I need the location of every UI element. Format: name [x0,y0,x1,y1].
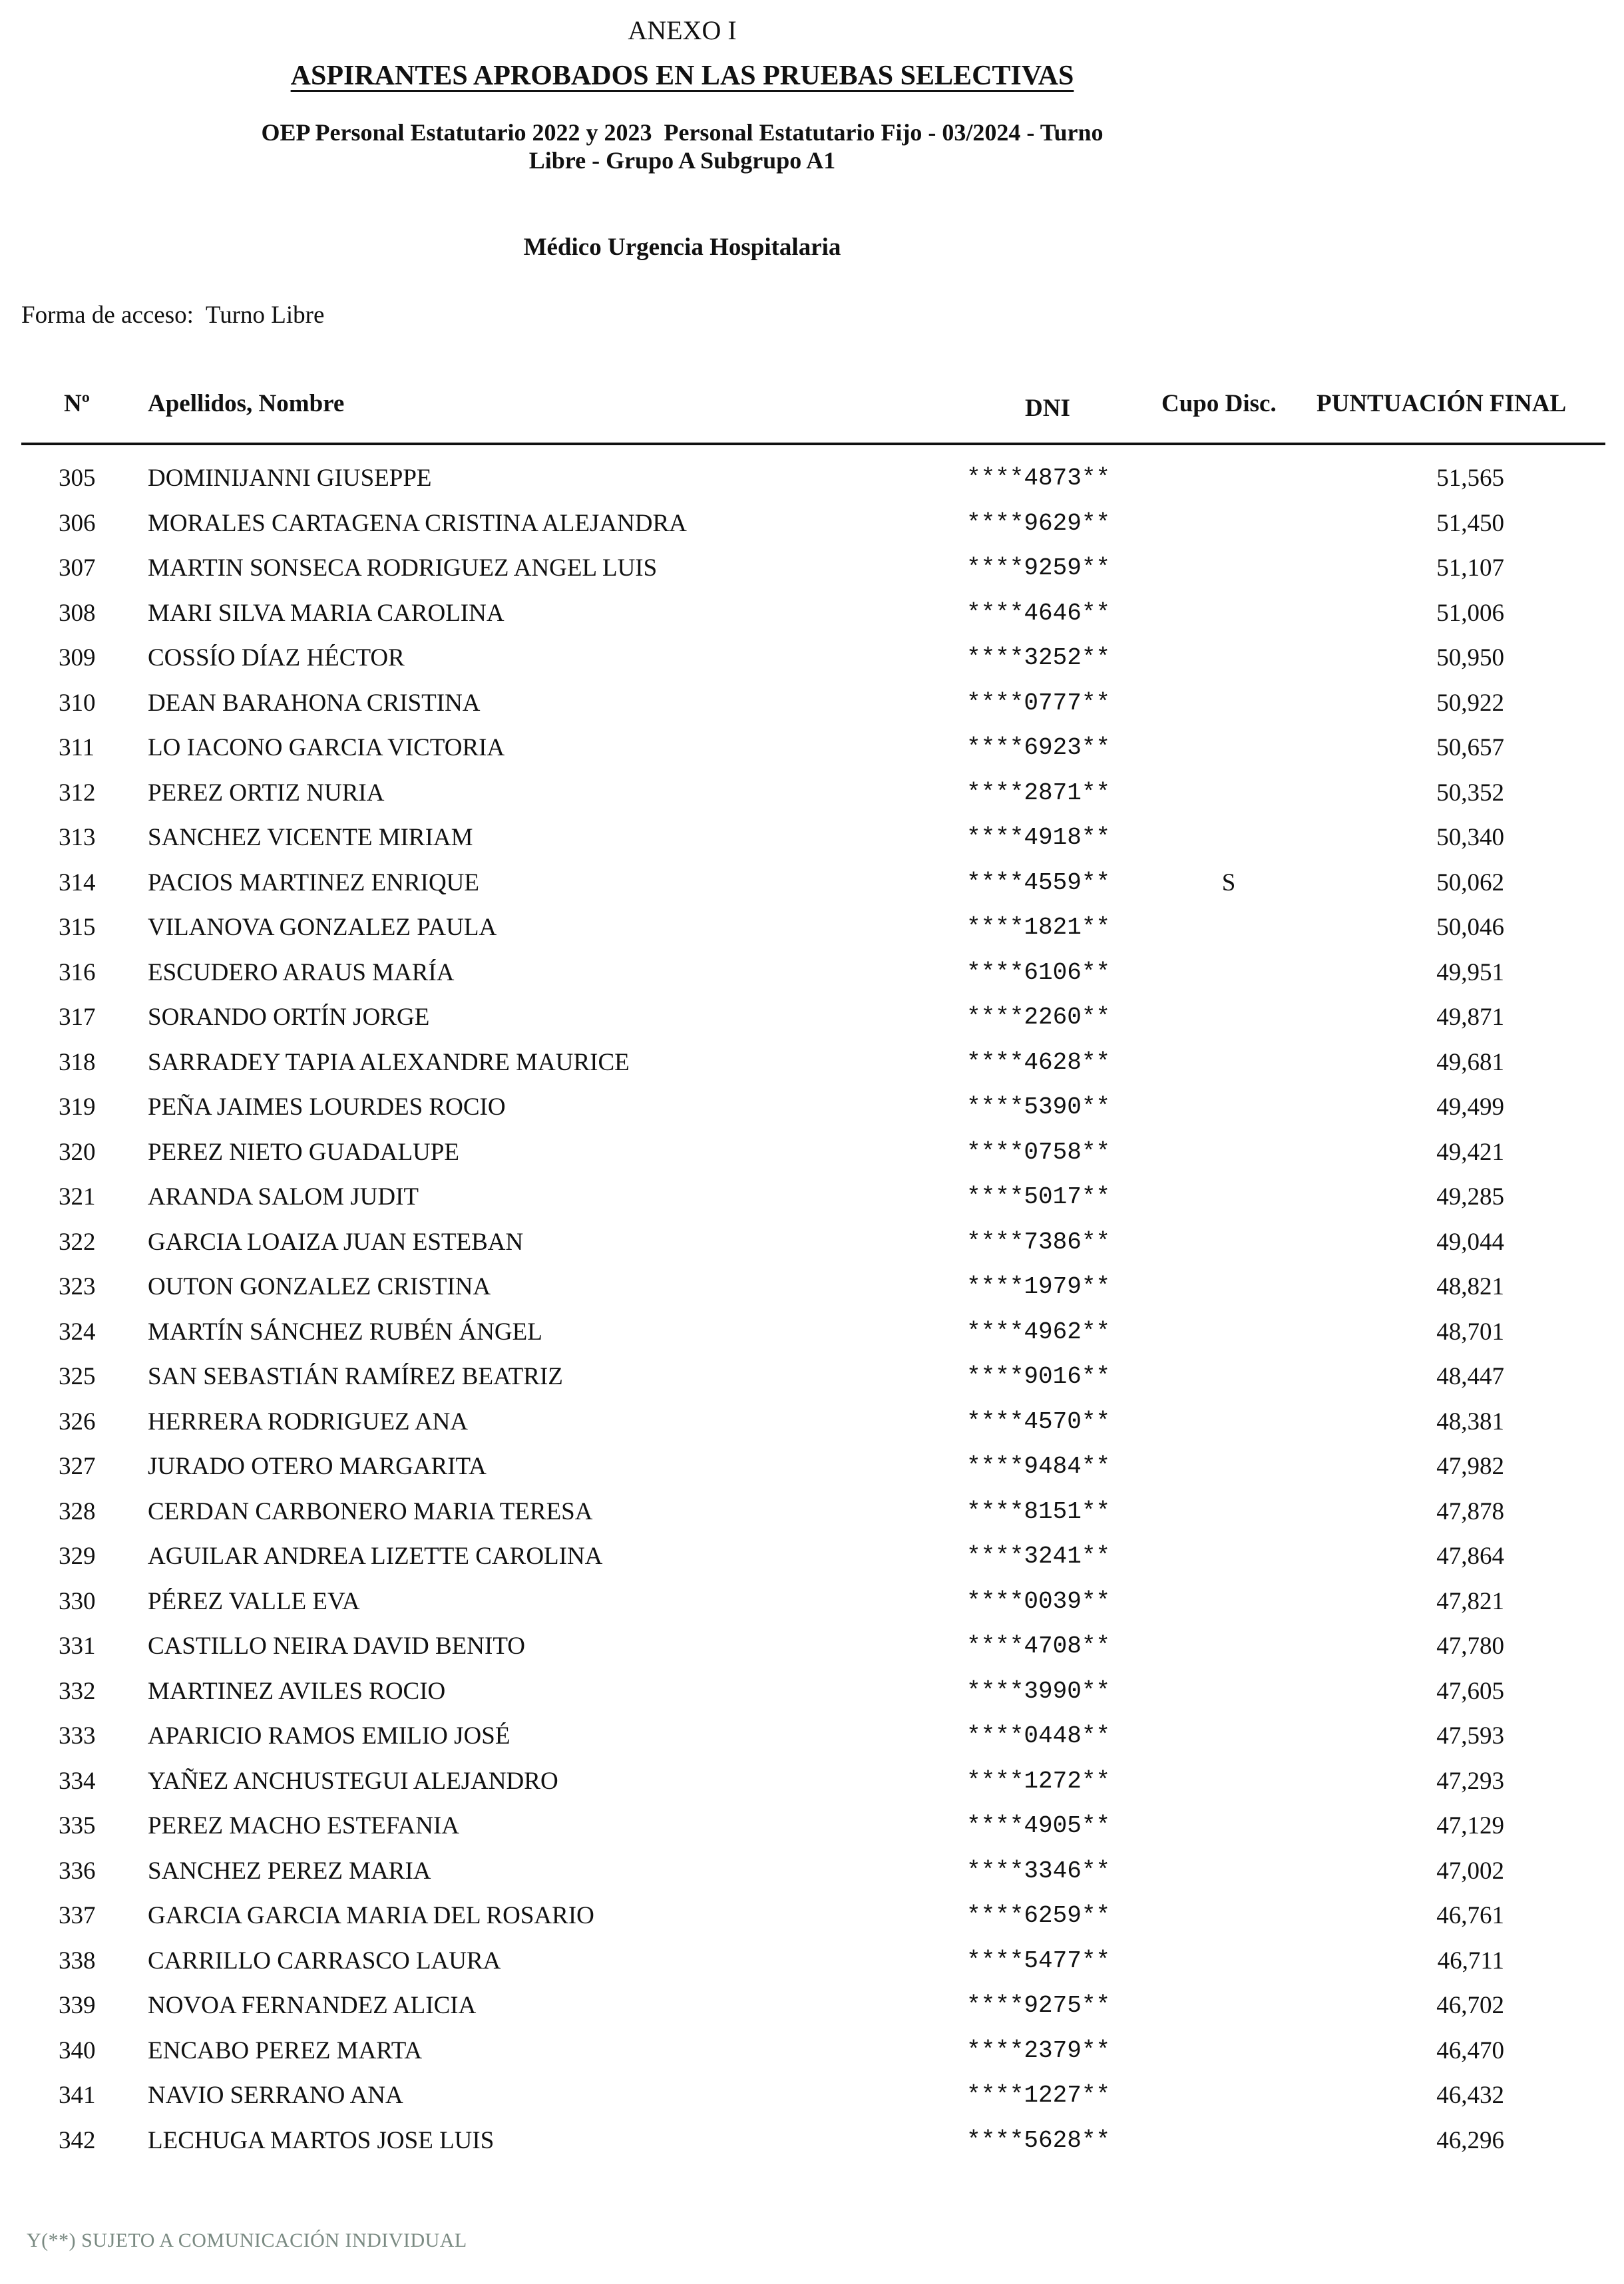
row-number: 319 [59,1093,96,1121]
row-number: 318 [59,1048,96,1076]
row-score: 49,044 [1436,1228,1504,1256]
row-score: 46,711 [1437,1947,1504,1975]
row-score: 50,922 [1436,689,1504,717]
annex-label: ANEXO I [628,15,737,45]
row-number: 341 [59,2082,96,2109]
row-dni: ****3241** [966,1543,1111,1570]
row-number: 336 [59,1857,96,1885]
row-name: VILANOVA GONZALEZ PAULA [148,914,497,941]
row-dni: ****5477** [966,1947,1111,1975]
table-row [0,681,1624,726]
row-dni: ****4905** [966,1812,1111,1839]
footer-note: Y(**) SUJETO A COMUNICACIÓN INDIVIDUAL [27,2229,467,2251]
row-name: AGUILAR ANDREA LIZETTE CAROLINA [148,1543,603,1570]
row-score: 48,701 [1436,1318,1504,1346]
row-number: 316 [59,958,96,986]
table-row [0,905,1624,950]
row-dni: ****3252** [966,644,1111,671]
subtitle-line-2: Libre - Grupo A Subgrupo A1 [528,147,836,174]
row-name: MARTINEZ AVILES ROCIO [148,1677,446,1705]
row-dni: ****3346** [966,1857,1111,1885]
row-name: SORANDO ORTÍN JORGE [148,1004,430,1031]
row-dni: ****6923** [966,734,1111,761]
table-row [0,815,1624,860]
row-number: 317 [59,1004,96,1031]
row-name: COSSÍO DÍAZ HÉCTOR [148,644,405,671]
row-name: ESCUDERO ARAUS MARÍA [148,958,455,986]
row-number: 311 [59,734,95,761]
row-name: YAÑEZ ANCHUSTEGUI ALEJANDRO [148,1767,558,1795]
table-row [0,1983,1624,2028]
row-name: ENCABO PEREZ MARTA [148,2036,423,2064]
row-name: CASTILLO NEIRA DAVID BENITO [148,1632,525,1660]
row-name: LO IACONO GARCIA VICTORIA [148,734,505,761]
table-row [0,1714,1624,1759]
row-name: MARTÍN SÁNCHEZ RUBÉN ÁNGEL [148,1318,542,1346]
row-dni: ****4628** [966,1048,1111,1076]
row-name: PEREZ ORTIZ NURIA [148,779,385,807]
row-dni: ****4646** [966,599,1111,627]
row-score: 47,864 [1436,1543,1504,1570]
row-score: 49,871 [1436,1004,1504,1031]
column-header-score: PUNTUACIÓN FINAL [1317,390,1567,417]
row-score: 49,421 [1436,1138,1504,1166]
row-name: NOVOA FERNANDEZ ALICIA [148,1992,477,2019]
row-name: CARRILLO CARRASCO LAURA [148,1947,501,1975]
row-name: PACIOS MARTINEZ ENRIQUE [148,868,479,896]
row-number: 305 [59,465,96,492]
table-row [0,1175,1624,1220]
row-dni: ****9016** [966,1363,1111,1390]
row-score: 46,702 [1436,1992,1504,2019]
row-dni: ****9629** [966,509,1111,537]
row-score: 47,002 [1436,1857,1504,1885]
table-row [0,950,1624,996]
row-dni: ****2260** [966,1004,1111,1031]
table-row [0,725,1624,771]
row-number: 312 [59,779,96,807]
row-dni: ****3990** [966,1677,1111,1705]
row-score: 48,381 [1436,1408,1504,1435]
row-dni: ****1227** [966,2082,1111,2109]
row-score: 47,982 [1436,1453,1504,1480]
table-row [0,636,1624,681]
page-subtitle [0,118,1364,174]
table-row [0,1264,1624,1310]
row-number: 330 [59,1587,96,1615]
table-row [0,995,1624,1040]
table-row [0,456,1624,501]
row-name: PEREZ MACHO ESTEFANIA [148,1812,459,1839]
row-score: 47,821 [1436,1587,1504,1615]
row-number: 331 [59,1632,96,1660]
row-number: 306 [59,509,96,537]
table-row [0,1759,1624,1804]
row-name: GARCIA LOAIZA JUAN ESTEBAN [148,1228,524,1256]
row-number: 310 [59,689,96,717]
row-number: 334 [59,1767,96,1795]
row-number: 337 [59,1902,96,1929]
row-dni: ****1821** [966,914,1111,941]
row-number: 313 [59,824,96,851]
row-number: 339 [59,1992,96,2019]
column-header-number: Nº [64,390,90,417]
row-score: 51,107 [1436,554,1504,582]
table-row [0,1444,1624,1489]
row-name: DEAN BARAHONA CRISTINA [148,689,481,717]
row-number: 322 [59,1228,96,1256]
category-title: Médico Urgencia Hospitalaria [523,234,841,261]
row-number: 320 [59,1138,96,1166]
row-number: 325 [59,1363,96,1390]
row-dni: ****1272** [966,1767,1111,1795]
row-dni: ****4918** [966,824,1111,851]
row-score: 50,046 [1436,914,1504,941]
row-score: 47,129 [1436,1812,1504,1839]
table-row [0,1130,1624,1175]
row-dni: ****4962** [966,1318,1111,1346]
row-dni: ****5390** [966,1093,1111,1121]
row-score: 49,499 [1436,1093,1504,1121]
row-name: PEÑA JAIMES LOURDES ROCIO [148,1093,506,1121]
row-name: SAN SEBASTIÁN RAMÍREZ BEATRIZ [148,1363,563,1390]
row-name: APARICIO RAMOS EMILIO JOSÉ [148,1722,510,1750]
row-number: 327 [59,1453,96,1480]
row-score: 48,821 [1436,1273,1504,1300]
row-name: MARTIN SONSECA RODRIGUEZ ANGEL LUIS [148,554,658,582]
subtitle-line-1: OEP Personal Estatutario 2022 y 2023 Personal Estatutario Fijo - 03/2024 - Turno [261,119,1104,146]
row-name: MARI SILVA MARIA CAROLINA [148,599,505,627]
row-number: 321 [59,1183,96,1211]
row-name: DOMINIJANNI GIUSEPPE [148,465,432,492]
column-header-cupo: Cupo Disc. [1161,390,1277,417]
row-dni: ****0039** [966,1587,1111,1615]
row-dni: ****0758** [966,1138,1111,1166]
row-number: 333 [59,1722,96,1750]
access-form [21,301,324,329]
row-number: 335 [59,1812,96,1839]
row-name: SARRADEY TAPIA ALEXANDRE MAURICE [148,1048,630,1076]
row-dni: ****1979** [966,1273,1111,1300]
row-name: MORALES CARTAGENA CRISTINA ALEJANDRA [148,509,687,537]
table-row [0,1669,1624,1714]
row-score: 47,605 [1436,1677,1504,1705]
row-number: 326 [59,1408,96,1435]
row-score: 46,432 [1436,2082,1504,2109]
table-row [0,1939,1624,1984]
table-row [0,1534,1624,1579]
table-row [0,1893,1624,1939]
page-title [0,60,1364,92]
row-dni: ****2871** [966,779,1111,807]
row-score: 49,951 [1436,958,1504,986]
row-name: OUTON GONZALEZ CRISTINA [148,1273,491,1300]
row-name: LECHUGA MARTOS JOSE LUIS [148,2126,495,2154]
row-number: 329 [59,1543,96,1570]
row-score: 46,296 [1436,2126,1504,2154]
row-number: 308 [59,599,96,627]
results-table [0,456,1624,2163]
row-name: PÉREZ VALLE EVA [148,1587,360,1615]
access-value: Turno Libre [205,301,325,329]
row-number: 307 [59,554,96,582]
page-title-text: ASPIRANTES APROBADOS EN LAS PRUEBAS SELECTIVAS [290,61,1074,91]
access-label: Forma de acceso: [21,301,194,329]
row-number: 314 [59,868,96,896]
row-number: 338 [59,1947,96,1975]
row-name: GARCIA GARCIA MARIA DEL ROSARIO [148,1902,594,1929]
row-dni: ****8151** [966,1497,1111,1525]
table-row [0,1849,1624,1894]
row-score: 50,340 [1436,824,1504,851]
row-name: JURADO OTERO MARGARITA [148,1453,487,1480]
table-row [0,2118,1624,2164]
table-row [0,501,1624,546]
row-number: 340 [59,2036,96,2064]
row-number: 324 [59,1318,96,1346]
row-number: 309 [59,644,96,671]
row-dni: ****0777** [966,689,1111,717]
row-number: 328 [59,1497,96,1525]
row-score: 50,062 [1436,868,1504,896]
row-number: 323 [59,1273,96,1300]
row-number: 342 [59,2126,96,2154]
row-dni: ****0448** [966,1722,1111,1750]
table-row [0,1354,1624,1400]
row-score: 47,293 [1436,1767,1504,1795]
row-score: 49,681 [1436,1048,1504,1076]
row-number: 315 [59,914,96,941]
row-score: 51,565 [1436,465,1504,492]
table-row [0,591,1624,636]
row-score: 47,878 [1436,1497,1504,1525]
table-row [0,1489,1624,1535]
row-dni: ****4873** [966,465,1111,492]
row-dni: ****6106** [966,958,1111,986]
table-row [0,1040,1624,1085]
table-row [0,546,1624,591]
table-row [0,860,1624,906]
row-name: HERRERA RODRIGUEZ ANA [148,1408,469,1435]
row-score: 49,285 [1436,1183,1504,1211]
row-name: ARANDA SALOM JUDIT [148,1183,419,1211]
table-row [0,1579,1624,1624]
row-name: NAVIO SERRANO ANA [148,2082,403,2109]
table-row [0,1624,1624,1669]
row-number: 332 [59,1677,96,1705]
row-score: 51,006 [1436,599,1504,627]
row-dni: ****4559** [966,868,1111,896]
row-name: PEREZ NIETO GUADALUPE [148,1138,459,1166]
row-dni: ****5017** [966,1183,1111,1211]
row-score: 50,657 [1436,734,1504,761]
row-cupo: S [1221,868,1236,896]
row-dni: ****5628** [966,2126,1111,2154]
row-dni: ****9484** [966,1453,1111,1480]
row-dni: ****6259** [966,1902,1111,1929]
table-row [0,2073,1624,2118]
row-score: 51,450 [1436,509,1504,537]
table-row [0,771,1624,816]
table-row [0,1085,1624,1130]
row-name: SANCHEZ VICENTE MIRIAM [148,824,473,851]
table-row [0,2028,1624,2074]
row-score: 46,761 [1436,1902,1504,1929]
row-score: 50,352 [1436,779,1504,807]
row-dni: ****2379** [966,2036,1111,2064]
row-score: 48,447 [1436,1363,1504,1390]
column-header-name: Apellidos, Nombre [148,390,345,417]
header-divider [21,443,1605,445]
row-score: 46,470 [1436,2036,1504,2064]
row-dni: ****4570** [966,1408,1111,1435]
row-name: CERDAN CARBONERO MARIA TERESA [148,1497,593,1525]
row-score: 47,593 [1436,1722,1504,1750]
row-dni: ****4708** [966,1632,1111,1660]
table-row [0,1804,1624,1849]
row-dni: ****9259** [966,554,1111,582]
row-score: 50,950 [1436,644,1504,671]
column-header-dni: DNI [1025,395,1070,422]
table-row [0,1310,1624,1355]
row-score: 47,780 [1436,1632,1504,1660]
table-row [0,1400,1624,1445]
table-row [0,1220,1624,1265]
row-dni: ****9275** [966,1992,1111,2019]
row-name: SANCHEZ PEREZ MARIA [148,1857,431,1885]
row-dni: ****7386** [966,1228,1111,1256]
